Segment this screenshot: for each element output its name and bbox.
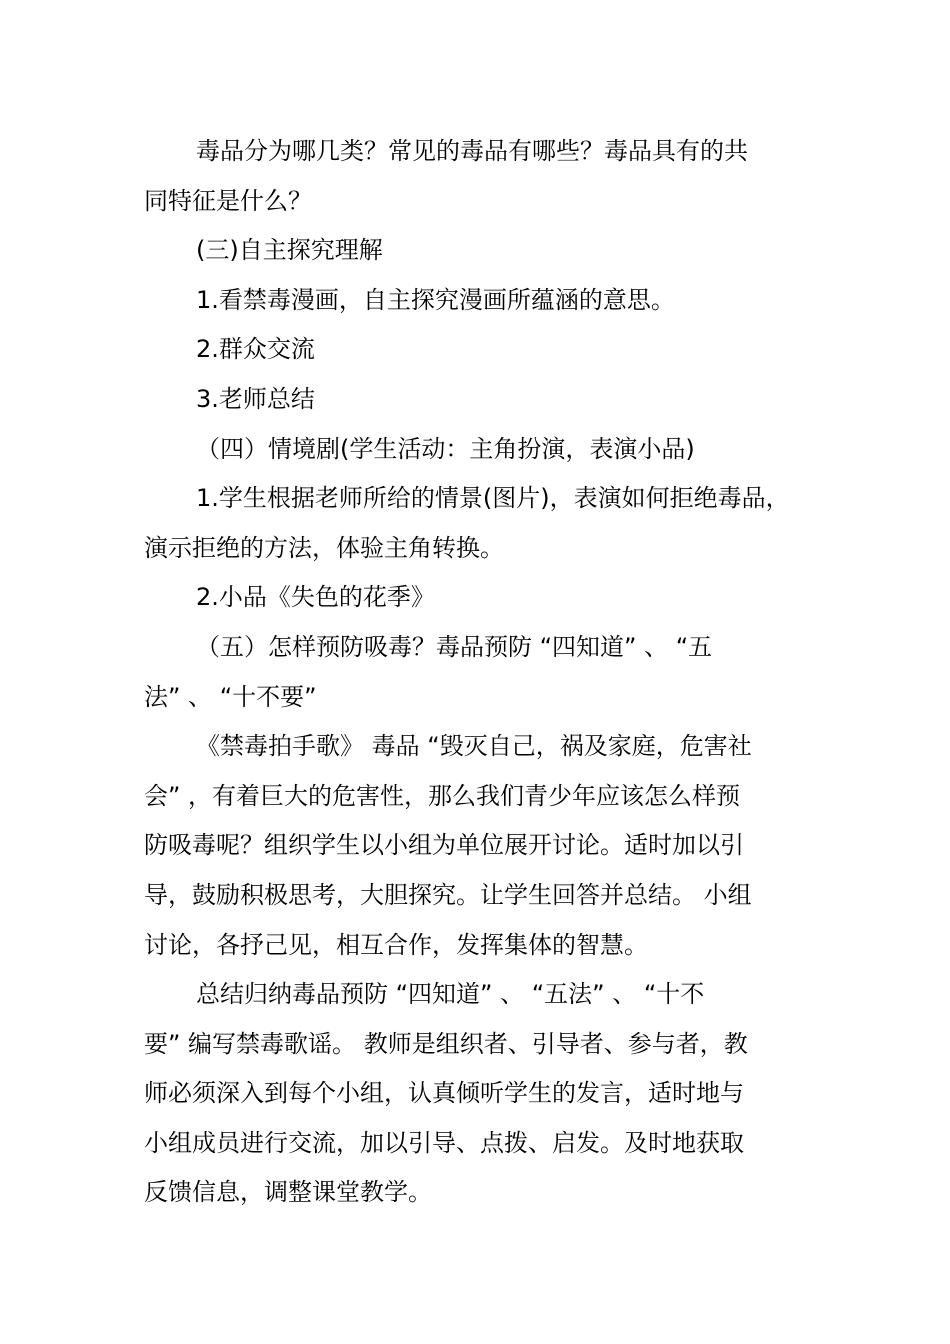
body-paragraph	[144, 722, 810, 970]
text-line: 毒品分为哪几类？常见的毒品有哪些？毒品具有的共	[196, 137, 748, 165]
text-line: 要” 编写禁毒歌谣。 教师是组织者、引导者、参与者，教	[144, 1029, 748, 1058]
list-item	[144, 276, 810, 326]
text-line: 3.老师总结	[196, 384, 315, 413]
text-line: 2.群众交流	[196, 335, 315, 364]
list-item	[144, 375, 810, 425]
text-line: (三)自主探究理解	[196, 236, 383, 265]
text-line: 《禁毒拍手歌》 毒品 “毁灭自己，祸及家庭，危害社	[196, 732, 752, 761]
text-line: 1.学生根据老师所给的情景(图片)，表演如何拒绝毒品，	[196, 484, 790, 513]
list-item	[144, 573, 810, 623]
list-item	[144, 474, 810, 573]
text-line: 演示拒绝的方法，体验主角转换。	[144, 533, 504, 562]
section-heading-5	[144, 623, 810, 722]
text-line: （五）怎样预防吸毒？毒品预防 “四知道” 、 “五	[196, 632, 713, 661]
text-line: 1.看禁毒漫画，自主探究漫画所蕴涵的意思。	[196, 285, 675, 314]
text-line: 会” ，有着巨大的危害性，那么我们青少年应该怎么样预	[144, 781, 741, 810]
text-line: （四）情境剧(学生活动：主角扮演，表演小品)	[196, 434, 695, 463]
section-heading-4	[144, 425, 810, 475]
text-line: 防吸毒呢？组织学生以小组为单位展开讨论。适时加以引	[144, 831, 744, 860]
text-line: 法” 、 “十不要”	[144, 682, 317, 711]
text-line: 师必须深入到每个小组，认真倾听学生的发言，适时地与	[144, 1079, 744, 1108]
text-line: 小组成员进行交流，加以引导、点拨、启发。及时地获取	[144, 1128, 744, 1157]
document-body	[144, 127, 810, 1218]
text-line: 2.小品《失色的花季》	[196, 583, 435, 612]
text-line: 导，鼓励积极思考，大胆探究。让学生回答并总结。 小组	[144, 880, 752, 909]
body-paragraph	[144, 970, 810, 1218]
paragraph-question	[144, 127, 810, 226]
section-heading-3	[144, 226, 810, 276]
text-line: 讨论，各抒己见，相互合作，发挥集体的智慧。	[144, 930, 648, 959]
text-line: 同特征是什么？	[144, 186, 312, 215]
text-line: 总结归纳毒品预防 “四知道” 、 “五法” 、 “十不	[196, 980, 705, 1009]
text-line: 反馈信息，调整课堂教学。	[144, 1178, 432, 1207]
list-item	[144, 325, 810, 375]
